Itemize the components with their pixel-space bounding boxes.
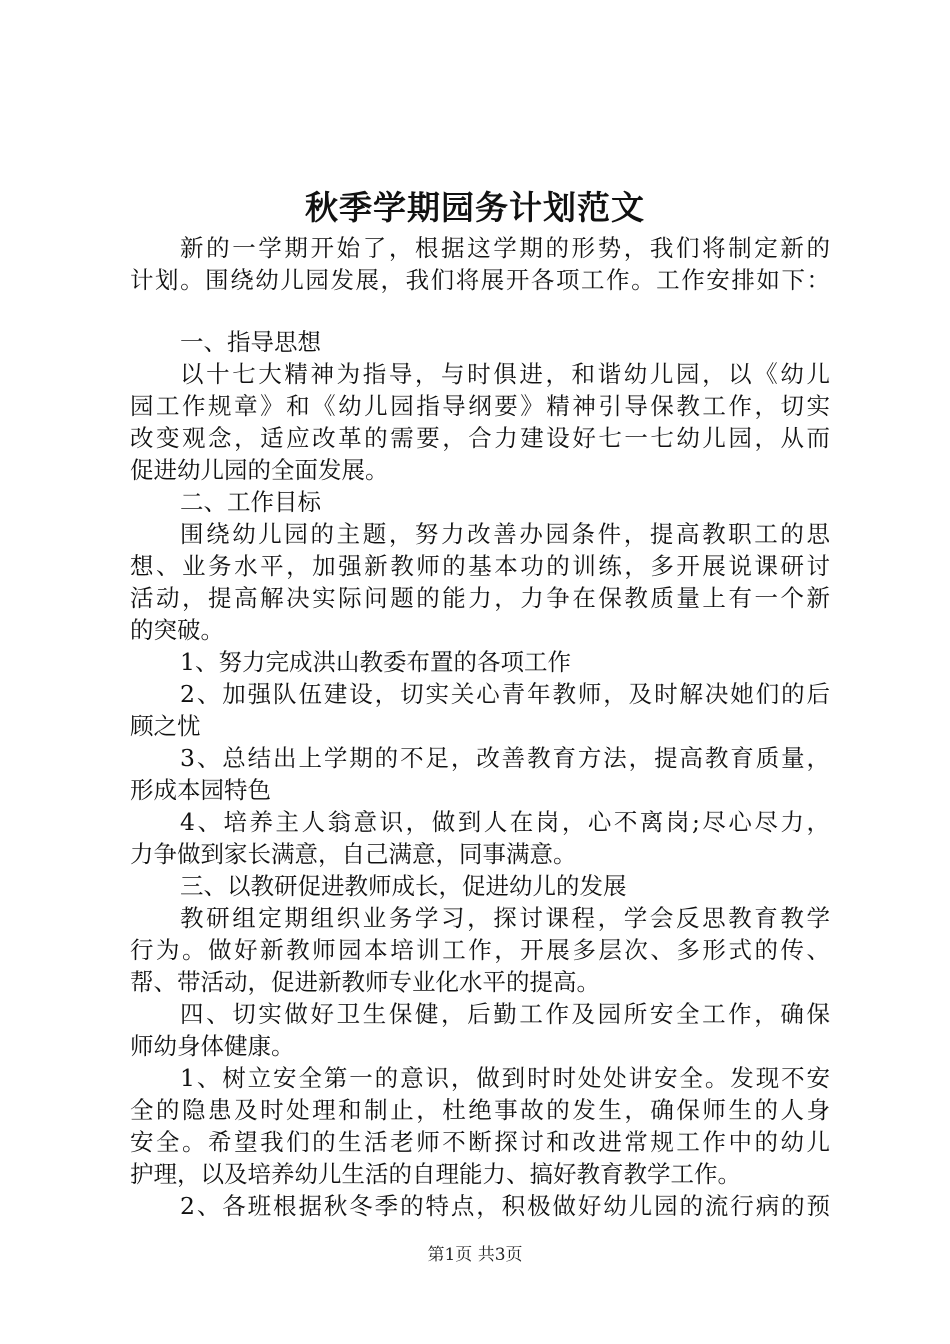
document-title: 秋季学期园务计划范文 <box>305 188 645 227</box>
section-heading: 三、以教研促进教师成长，促进幼儿的发展 <box>180 872 627 900</box>
list-item-continuation: 顾之忧 <box>130 712 201 740</box>
section-heading: 四、切实做好卫生保健，后勤工作及园所安全工作，确保 <box>180 1000 830 1028</box>
paragraph-line: 活动，提高解决实际问题的能力，力争在保教质量上有一个新 <box>130 584 830 612</box>
paragraph-line: 园工作规章》和《幼儿园指导纲要》精神引导保教工作，切实 <box>130 392 830 420</box>
paragraph-line: 帮、带活动，促进新教师专业化水平的提高。 <box>130 968 600 996</box>
list-item: 4、培养主人翁意识，做到人在岗，心不离岗;尽心尽力， <box>180 808 830 836</box>
paragraph-line: 计划。围绕幼儿园发展，我们将展开各项工作。工作安排如下： <box>130 266 830 294</box>
paragraph-gap <box>130 296 830 326</box>
list-item: 2、加强队伍建设，切实关心青年教师，及时解决她们的后 <box>180 680 830 708</box>
section-heading: 二、工作目标 <box>180 488 321 516</box>
paragraph-line: 行为。做好新教师园本培训工作，开展多层次、多形式的传、 <box>130 936 830 964</box>
paragraph-line: 新的一学期开始了，根据这学期的形势，我们将制定新的 <box>180 234 830 262</box>
paragraph-line: 的突破。 <box>130 616 224 644</box>
paragraph-line: 以十七大精神为指导，与时俱进，和谐幼儿园，以《幼儿 <box>180 360 830 388</box>
list-item-continuation: 安全。希望我们的生活老师不断探讨和改进常规工作中的幼儿 <box>130 1128 830 1156</box>
list-item: 1、树立安全第一的意识，做到时时处处讲安全。发现不安 <box>180 1064 830 1092</box>
document-body <box>130 232 830 1222</box>
list-item-continuation: 全的隐患及时处理和制止，杜绝事故的发生，确保师生的人身 <box>130 1096 830 1124</box>
paragraph-line: 想、业务水平，加强新教师的基本功的训练，多开展说课研讨 <box>130 552 830 580</box>
list-item-continuation: 力争做到家长满意，自己满意，同事满意。 <box>130 840 577 868</box>
list-item-continuation: 形成本园特色 <box>130 776 271 804</box>
paragraph-line: 促进幼儿园的全面发展。 <box>130 456 389 484</box>
list-item: 2、各班根据秋冬季的特点，积极做好幼儿园的流行病的预 <box>180 1192 830 1220</box>
section-heading: 一、指导思想 <box>180 328 321 356</box>
paragraph-line: 改变观念，适应改革的需要，合力建设好七一七幼儿园，从而 <box>130 424 830 452</box>
list-item: 1、努力完成洪山教委布置的各项工作 <box>180 648 571 676</box>
paragraph-line: 教研组定期组织业务学习，探讨课程，学会反思教育教学 <box>180 904 830 932</box>
list-item-continuation: 护理，以及培养幼儿生活的自理能力、搞好教育教学工作。 <box>130 1160 741 1188</box>
paragraph-line: 师幼身体健康。 <box>130 1032 295 1060</box>
paragraph-line: 围绕幼儿园的主题，努力改善办园条件，提高教职工的思 <box>180 520 830 548</box>
page-footer: 第1页 共3页 <box>427 1245 523 1265</box>
list-item: 3、总结出上学期的不足，改善教育方法，提高教育质量， <box>180 744 830 772</box>
